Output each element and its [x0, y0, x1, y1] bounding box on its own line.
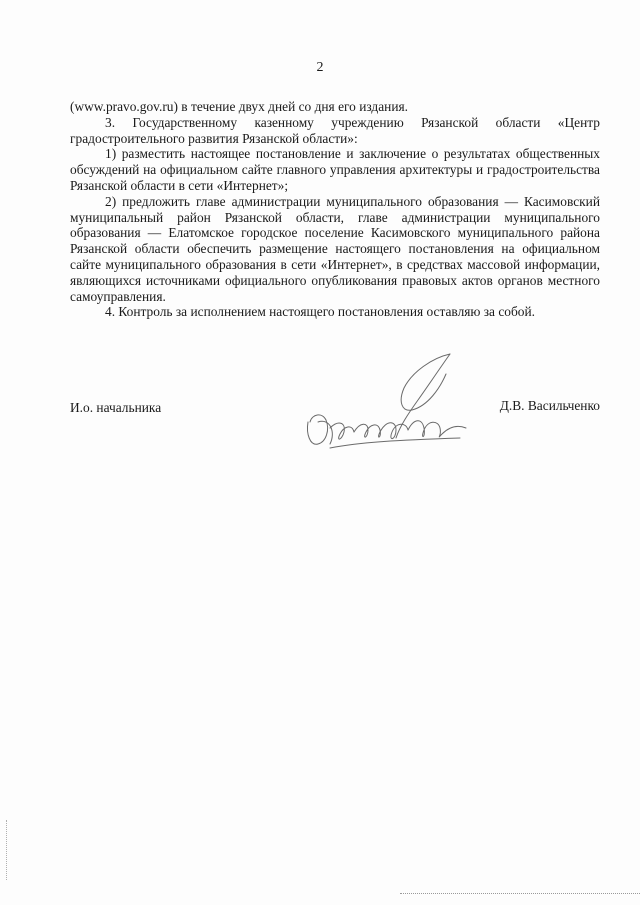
- document-body: [70, 99, 600, 320]
- paragraph-subitem-2: 2) предложить главе администрации муниципального образования — Касимовский муниципальный район Рязанской области, главе администрации муниципального образования — Елатомское городское поселение Касимовского муниципального района Рязанской области обеспечить размещение настоящего постановления на официальном сайте муниципального образования в сети «Интернет», в средствах массовой информации, являющихся источниками официального опубликования правовых актов органов местного самоуправления.: [70, 193, 600, 304]
- scan-artifact: [6, 820, 9, 880]
- bottom-edge-line: [400, 893, 640, 894]
- paragraph-subitem-1: 1) разместить настоящее постановление и заключение о результатах общественных обсуждений на официальном сайте главного управления архитектуры и градостроительства Рязанской области в сети «Интернет»;: [70, 146, 600, 193]
- signatory-position: И.о. начальника: [70, 400, 162, 415]
- signature-block: [70, 398, 600, 458]
- paragraph-item-3: 3. Государственному казенному учреждению Рязанской области «Центр градостроительного развития Рязанской области»:: [70, 114, 600, 146]
- paragraph-item-4: 4. Контроль за исполнением настоящего постановления оставляю за собой.: [105, 304, 536, 320]
- handwritten-signature: [300, 348, 480, 458]
- page-number: 2: [316, 60, 324, 75]
- signatory-name: Д.В. Васильченко: [499, 398, 600, 413]
- paragraph-continuation: (www.pravo.gov.ru) в течение двух дней со дня его издания.: [70, 99, 409, 114]
